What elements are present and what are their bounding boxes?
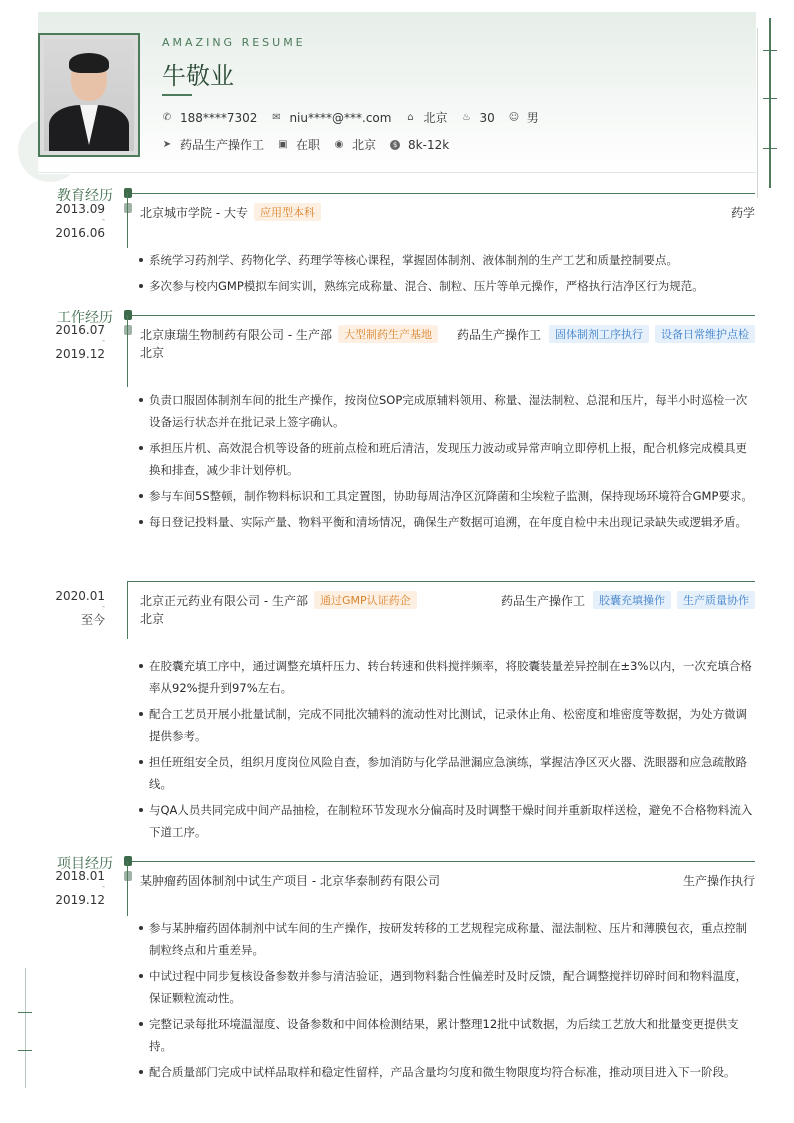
- work2-role: [501, 591, 755, 609]
- email-item: [271, 111, 391, 125]
- timeline-bar: [127, 193, 128, 248]
- work2-company: [140, 591, 417, 609]
- timeline-bar: [127, 581, 128, 639]
- gender-icon: ☺: [508, 111, 520, 123]
- candidate-name: 牛敬业: [162, 62, 234, 90]
- date-separator: -: [102, 602, 105, 611]
- section-marker: [124, 188, 132, 198]
- list-item: 配合工艺员开展小批量试制，完成不同批次辅料的流动性对比测试，记录休止角、松密度和堆密度等数据，为处方微调提供参考。: [138, 703, 754, 747]
- status-item: [278, 136, 320, 153]
- status-text: 在职: [296, 138, 321, 152]
- list-item: 在胶囊充填工序中，通过调整充填杆压力、转台转速和供料搅拌频率，将胶囊装量差异控制在±3%以内，一次充填合格率从92%提升到97%左右。: [138, 655, 754, 699]
- school-tag: 应用型本科: [254, 203, 321, 221]
- date-separator: -: [102, 882, 105, 891]
- education-end-date: 2016.06: [55, 226, 105, 240]
- header-divider: [38, 172, 756, 173]
- email-text: niu****@***.com: [289, 110, 392, 125]
- section-line: [127, 861, 755, 862]
- decorative-tick: [763, 148, 777, 149]
- age-text: 30: [479, 110, 495, 125]
- decorative-line: [25, 968, 26, 1088]
- avatar: [44, 39, 134, 151]
- education-details: [138, 249, 754, 301]
- role-tag: 设备日常维护点检: [655, 325, 755, 343]
- section-marker: [124, 310, 132, 320]
- timeline-bar: [127, 315, 128, 387]
- date-separator: -: [102, 336, 105, 345]
- send-icon: ➤: [162, 138, 172, 150]
- section-marker: [124, 856, 132, 866]
- location-icon: ◉: [334, 138, 344, 150]
- target-job-text: 药品生产操作工: [180, 138, 265, 152]
- school-name: 北京城市学院 - 大专: [140, 205, 248, 220]
- target-city-item: [334, 136, 376, 153]
- education-start-date: 2013.09: [55, 202, 105, 216]
- decorative-tick: [18, 1050, 32, 1051]
- work2-start-date: 2020.01: [55, 589, 105, 603]
- work1-company: [140, 325, 438, 343]
- resume-tagline: AMAZING RESUME: [162, 36, 306, 49]
- company-name: 北京正元药业有限公司 - 生产部: [140, 593, 308, 608]
- decorative-tick: [18, 1012, 32, 1013]
- decorative-tick: [763, 98, 777, 99]
- entry-marker: [124, 871, 132, 881]
- age-item: [461, 111, 494, 125]
- target-city-text: 北京: [352, 138, 377, 152]
- education-major: 药学: [730, 206, 755, 220]
- list-item: 系统学习药剂学、药物化学、药理学等核心课程，掌握固体制剂、液体制剂的生产工艺和质量控制要点。: [138, 249, 754, 271]
- role-tag: 固体制剂工序执行: [549, 325, 649, 343]
- list-item: 与QA人员共同完成中间产品抽检，在制粒环节发现水分偏高时及时调整干燥时间并重新取样送检，避免不合格物料流入下道工序。: [138, 799, 754, 843]
- entry-line: [127, 581, 755, 582]
- section-title-project: 项目经历: [57, 856, 113, 872]
- list-item: 承担压片机、高效混合机等设备的班前点检和班后清洁，发现压力波动或异常声响立即停机上报，配合机修完成模具更换和排查，减少非计划停机。: [138, 437, 754, 481]
- work1-city: 北京: [140, 346, 165, 360]
- work1-start-date: 2016.07: [55, 323, 105, 337]
- phone-text: 188****7302: [180, 110, 258, 125]
- list-item: 参与某肿瘤药固体制剂中试车间的生产操作，按研发转移的工艺规程完成称量、湿法制粒、压片和薄膜包衣，重点控制制粒终点和片重差异。: [138, 917, 754, 961]
- project-role: 生产操作执行: [682, 874, 755, 888]
- work1-role: [457, 325, 755, 343]
- work2-city: 北京: [140, 612, 165, 626]
- role-tag: 生产质量协作: [677, 591, 755, 609]
- contact-info-row: [162, 109, 553, 126]
- salary-text: 8k-12k: [408, 137, 450, 152]
- work2-details: [138, 655, 754, 847]
- project-details: [138, 917, 754, 1087]
- work2-end-date: 至今: [80, 613, 105, 627]
- project-start-date: 2018.01: [55, 869, 105, 883]
- job-title: 药品生产操作工: [500, 593, 585, 608]
- name-underline: [162, 94, 192, 96]
- job-info-row: [162, 136, 463, 153]
- section-title-education: 教育经历: [57, 188, 113, 204]
- job-title: 药品生产操作工: [456, 327, 541, 342]
- section-title-work: 工作经历: [57, 310, 113, 326]
- entry-marker: [124, 203, 132, 213]
- list-item: 参与车间5S整顿，制作物料标识和工具定置图，协助每周洁净区沉降菌和尘埃粒子监测，保持现场环境符合GMP要求。: [138, 485, 754, 507]
- home-icon: ⌂: [407, 111, 414, 123]
- work1-details: [138, 389, 754, 537]
- profile-photo: [38, 33, 140, 157]
- section-line: [127, 193, 755, 194]
- mail-icon: ✉: [272, 111, 281, 123]
- salary-item: [390, 138, 449, 152]
- phone-icon: ✆: [162, 111, 172, 123]
- list-item: 每日登记投料量、实际产量、物料平衡和清场情况，确保生产数据可追溯，在年度自检中未出现记录缺失或逻辑矛盾。: [138, 511, 754, 533]
- list-item: 负责口服固体制剂车间的批生产操作，按岗位SOP完成原辅料领用、称量、湿法制粒、总混和压片，每半小时巡检一次设备运行状态并在批记录上签字确认。: [138, 389, 754, 433]
- briefcase-icon: ▣: [278, 138, 288, 150]
- gender-item: [509, 109, 539, 126]
- education-school: [140, 203, 321, 221]
- list-item: 配合质量部门完成中试样品取样和稳定性留样，产品含量均匀度和微生物限度均符合标准，推动项目进入下一阶段。: [138, 1061, 754, 1083]
- list-item: 完整记录每批环境温湿度、设备参数和中间体检测结果，累计整理12批中试数据，为后续工艺放大和批量变更提供支持。: [138, 1013, 754, 1057]
- salary-icon: $: [390, 140, 400, 150]
- timeline-bar: [127, 861, 128, 916]
- list-item: 多次参与校内GMP模拟车间实训，熟练完成称量、混合、制粒、压片等单元操作，严格执行洁净区行为规范。: [138, 275, 754, 297]
- company-tag: 大型制药生产基地: [338, 325, 438, 343]
- company-tag: 通过GMP认证药企: [314, 591, 417, 609]
- gender-text: 男: [526, 111, 539, 125]
- phone-item: [162, 111, 257, 125]
- target-job-item: [162, 136, 264, 153]
- list-item: 中试过程中同步复核设备参数并参与清洁验证，遇到物料黏合性偏差时及时反馈，配合调整搅拌切碎时间和物料温度，保证颗粒流动性。: [138, 965, 754, 1009]
- project-name: 某肿瘤药固体制剂中试生产项目 - 北京华泰制药有限公司: [140, 874, 440, 888]
- role-tag: 胶囊充填操作: [593, 591, 671, 609]
- date-separator: -: [102, 215, 105, 224]
- cake-icon: ♨: [461, 111, 471, 123]
- decorative-line: [757, 28, 758, 198]
- company-name: 北京康瑞生物制药有限公司 - 生产部: [140, 327, 332, 342]
- section-line: [127, 315, 755, 316]
- decorative-line: [769, 18, 771, 188]
- work1-end-date: 2019.12: [55, 347, 105, 361]
- hometown-text: 北京: [423, 111, 448, 125]
- hometown-item: [405, 109, 447, 126]
- decorative-tick: [763, 50, 777, 51]
- entry-marker: [124, 325, 132, 335]
- project-end-date: 2019.12: [55, 893, 105, 907]
- list-item: 担任班组安全员，组织月度岗位风险自查，参加消防与化学品泄漏应急演练，掌握洁净区灭火器、洗眼器和应急疏散路线。: [138, 751, 754, 795]
